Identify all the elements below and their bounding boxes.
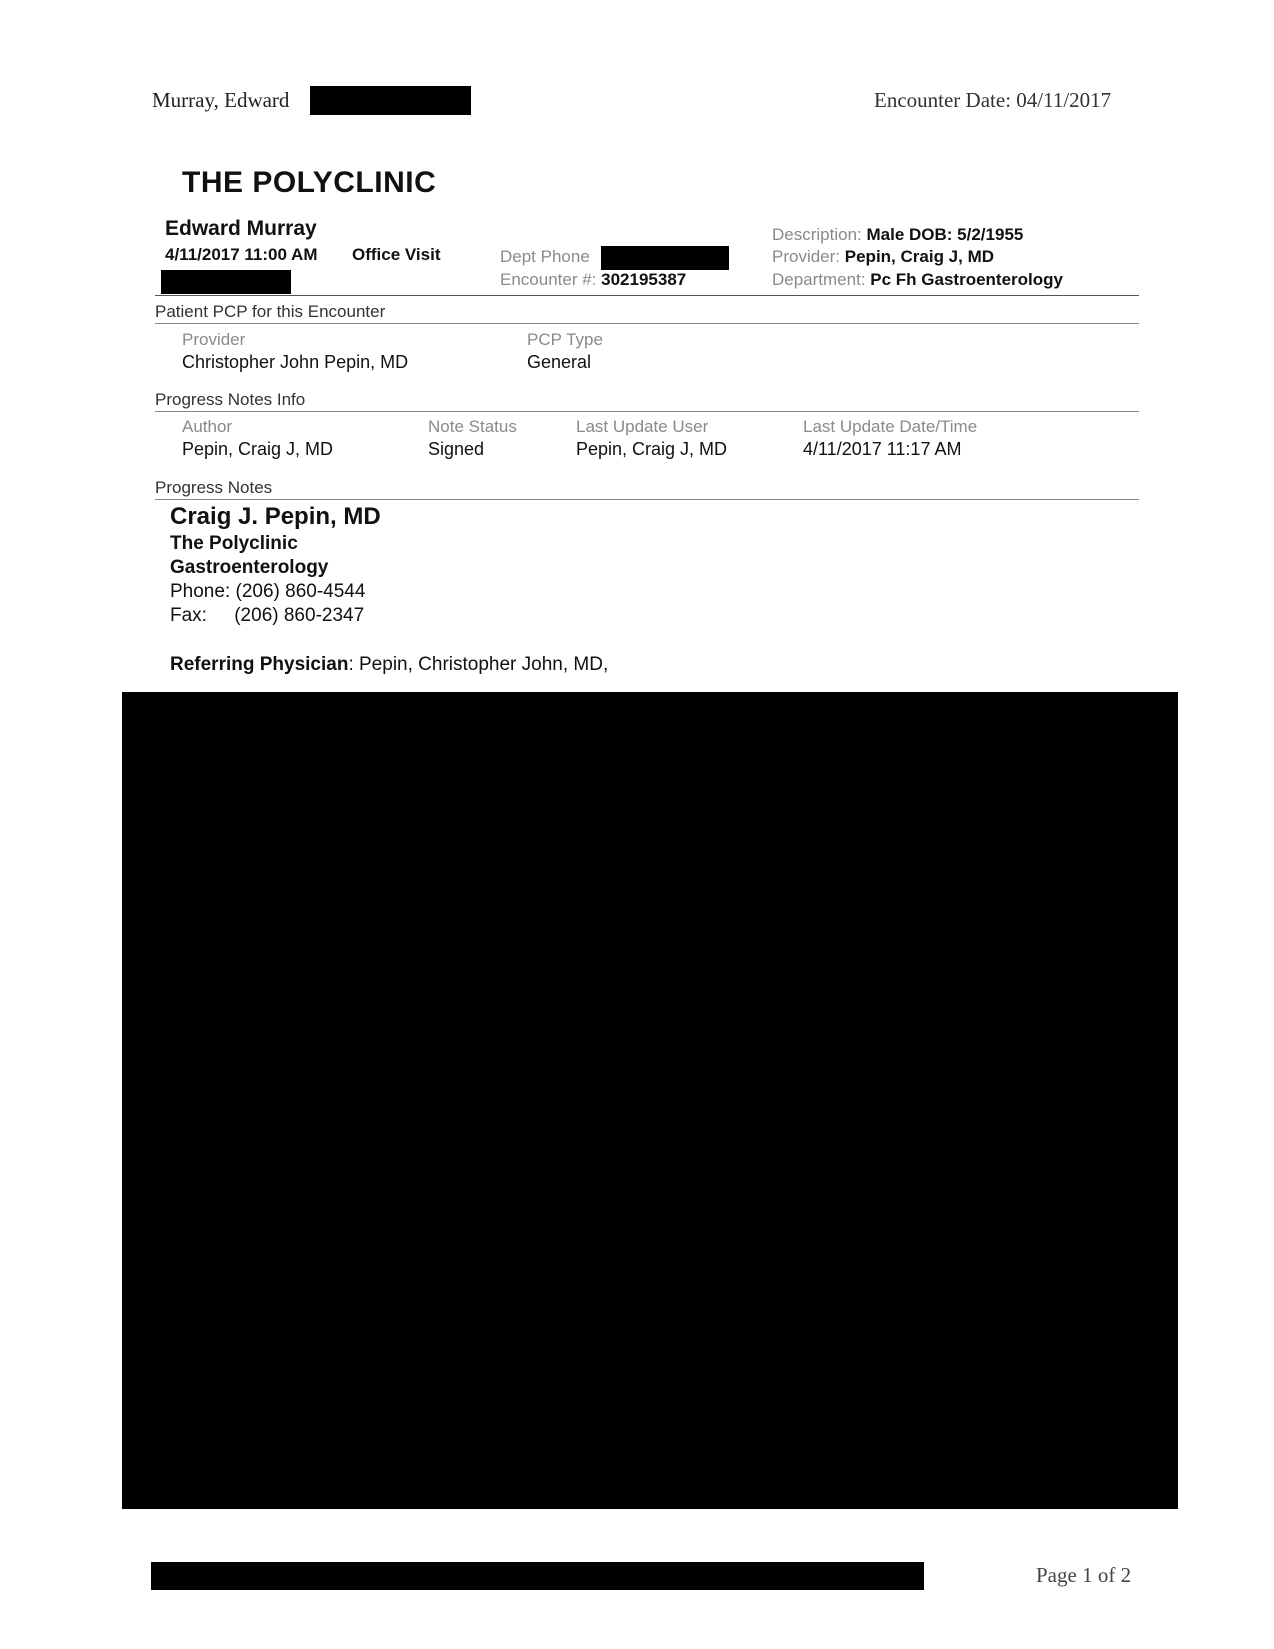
referring-physician-label: Referring Physician [170, 654, 349, 675]
redaction-dept-phone [601, 246, 729, 270]
note-phone-label: Phone: [170, 581, 231, 602]
department-label: Department: [772, 270, 866, 289]
note-phone-line [170, 581, 365, 603]
note-fax-label: Fax: [170, 605, 207, 626]
encounter-number-value: 302195387 [601, 270, 687, 289]
patient-name-header: Murray, Edward [152, 88, 290, 112]
note-doctor-name: Craig J. Pepin, MD [170, 503, 381, 530]
clinic-title: THE POLYCLINIC [182, 166, 437, 199]
divider-progress-notes [155, 499, 1139, 500]
encounter-number-label: Encounter #: [500, 270, 597, 289]
pcp-provider-value: Christopher John Pepin, MD [182, 352, 409, 372]
notes-col-author: Author [182, 417, 233, 436]
note-fax-line [170, 605, 364, 627]
notes-col-status: Note Status [428, 417, 517, 436]
notes-datetime-value: 4/11/2017 11:17 AM [803, 439, 962, 459]
pcp-type-value: General [527, 352, 592, 372]
pcp-col-provider: Provider [182, 330, 246, 349]
referring-physician-value: : Pepin, Christopher John, MD, [348, 654, 609, 675]
provider-label: Provider: [772, 247, 841, 266]
pcp-section-title: Patient PCP for this Encounter [155, 302, 386, 321]
redaction-footer [151, 1562, 924, 1590]
encounter-datetime: 4/11/2017 11:00 AM [165, 245, 318, 264]
department-value: Pc Fh Gastroenterology [870, 270, 1063, 289]
dept-phone-label: Dept Phone [500, 247, 590, 266]
encounter-patient-name: Edward Murray [165, 217, 317, 240]
provider-value: Pepin, Craig J, MD [844, 247, 995, 266]
encounter-date-label: Encounter Date: [874, 88, 1012, 112]
redaction-header-id [310, 86, 471, 115]
note-clinic-name: The Polyclinic [170, 533, 298, 554]
note-specialty: Gastroenterology [170, 557, 329, 578]
note-phone-value: (206) 860-4544 [235, 581, 366, 602]
notes-author-value: Pepin, Craig J, MD [182, 439, 334, 459]
provider-line [772, 247, 994, 267]
notes-col-user: Last Update User [576, 417, 709, 436]
divider-notes-info [155, 411, 1139, 412]
description-line [772, 225, 1023, 245]
encounter-number [500, 270, 686, 290]
redaction-note-body [122, 692, 1178, 1509]
progress-notes-section-title: Progress Notes [155, 478, 273, 497]
pcp-col-type: PCP Type [527, 330, 603, 349]
description-label: Description: [772, 225, 862, 244]
redaction-encounter-id [161, 270, 291, 294]
notes-user-value: Pepin, Craig J, MD [576, 439, 728, 459]
notes-status-value: Signed [428, 439, 485, 459]
page-number: Page 1 of 2 [1036, 1563, 1132, 1587]
divider-encounter [155, 295, 1139, 296]
notes-info-section-title: Progress Notes Info [155, 390, 306, 409]
notes-col-datetime: Last Update Date/Time [803, 417, 978, 436]
department-line [772, 270, 1063, 290]
note-fax-value: (206) 860-2347 [234, 605, 365, 626]
encounter-visit-type: Office Visit [352, 245, 441, 264]
divider-pcp [155, 323, 1139, 324]
description-value: Male DOB: 5/2/1955 [866, 225, 1024, 244]
referring-physician-line [170, 654, 608, 676]
encounter-date-header [874, 88, 1111, 113]
encounter-date-value: 04/11/2017 [1016, 88, 1112, 112]
